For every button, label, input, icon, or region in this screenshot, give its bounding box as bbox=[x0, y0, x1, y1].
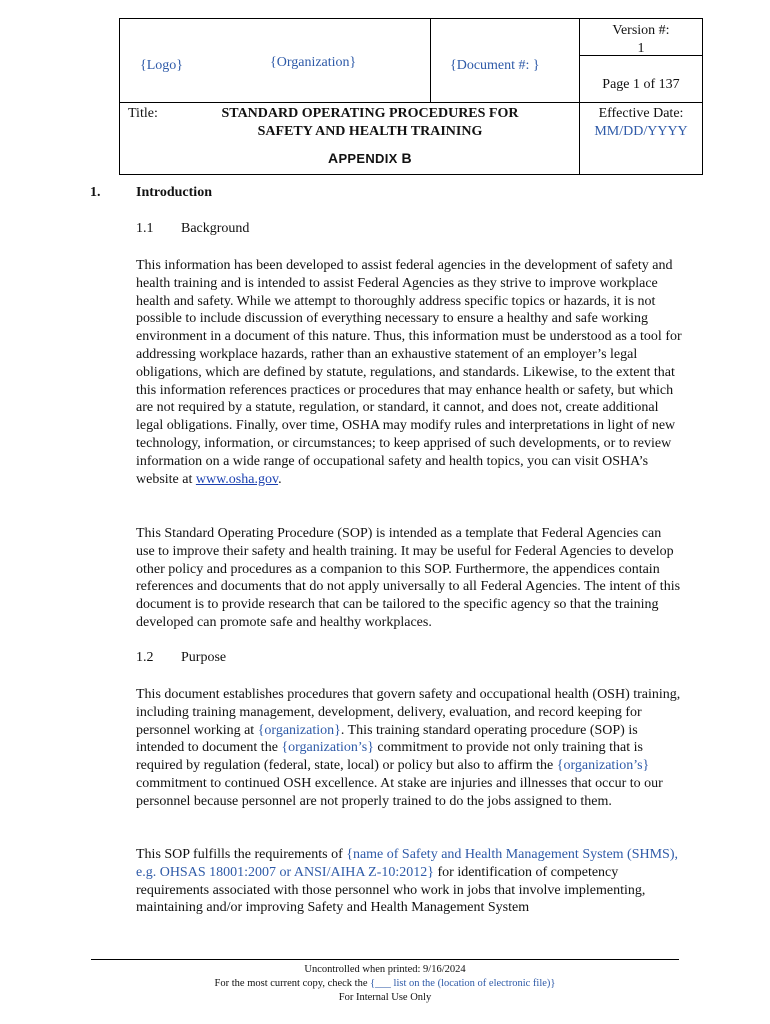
organization-placeholder: {organization’s} bbox=[281, 740, 374, 756]
organization-placeholder: {organization’s} bbox=[556, 758, 650, 774]
title-line-2: SAFETY AND HEALTH TRAINING bbox=[257, 124, 483, 139]
version-value: 1 bbox=[637, 41, 645, 56]
paragraph-text: commitment to continued OSH excellence. At stake are injuries and illnesses that occur to our personnel because personnel are not properly trained to do the jobs assigned to them. bbox=[136, 775, 663, 809]
paragraph-text: This information has been developed to assist federal agencies in the development of safety and health training and is intended to assist Federal Agencies as they strive to improve workplace health and safety. While we attempt to thoroughly address specific topics or hazards, it is not possible to include discussion of everything necessary to ensure a healthy and safe working environment in a document of this nature. Thus, this information must be understood as a tool for addressing workplace hazards, rather than an exhaustive statement of an employer’s legal obligations, which are defined by statute, regulations, and standards. Likewise, to the extent that this information references practices or procedures that may enhance health or safety, but which are not required by a statute, regulation, or standard, it cannot, and does not, create additional legal obligations. Finally, over time, OSHA may modify rules and interpretations in light of new technology, information, or circumstances; to keep apprised of such developments, or to review information on a wide range of occupational safety and health topics, you can visit OSHA’s website at bbox=[136, 258, 682, 487]
subsection-title: Purpose bbox=[181, 650, 227, 665]
footer-current-copy bbox=[91, 977, 679, 991]
appendix-word: PPENDIX bbox=[338, 151, 398, 166]
header-divider bbox=[430, 19, 431, 103]
paragraph-sop-template: This Standard Operating Procedure (SOP) is intended as a template that Federal Agencies can use to improve their safety and health training. It may be useful for Federal Agencies to develop other policy and procedures as a companion to this SOP. Furthermore, the appendices contain references and documents that do not apply universally to all Federal Agencies. The intent of this document is to provide research that can be tailored to the specific agency so that the training developed can promote safe and healthy workplaces. bbox=[136, 526, 681, 630]
paragraph-text: This SOP fulfills the requirements of bbox=[136, 847, 347, 862]
subsection-heading bbox=[136, 650, 227, 666]
header-divider bbox=[120, 102, 702, 103]
document-header-table bbox=[119, 18, 703, 175]
version-cell bbox=[580, 22, 702, 58]
paragraph-purpose bbox=[136, 686, 682, 811]
page-number bbox=[580, 76, 702, 94]
footer-rule bbox=[91, 959, 679, 960]
subsection-heading bbox=[136, 221, 250, 237]
paragraph-shms bbox=[136, 846, 682, 917]
osha-website-link[interactable]: www.osha.gov bbox=[195, 471, 279, 487]
document-title bbox=[200, 105, 540, 141]
logo-placeholder: {Logo} bbox=[140, 58, 183, 73]
paragraph-text: This document establishes procedures that govern safety and occupational health (OSH) training, including training management, development, delivery, evaluation, and record keeping for personnel working at bbox=[136, 687, 681, 738]
paragraph-end: . bbox=[278, 471, 282, 487]
effective-date-value: MM/DD/YYYY bbox=[594, 124, 688, 139]
section-number: 1. bbox=[90, 185, 101, 200]
footer-location-placeholder: {___ list on the (location of electronic file)} bbox=[370, 978, 556, 989]
document-number-placeholder: {Document #: } bbox=[450, 58, 540, 73]
paragraph-text: for identification of competency requirements associated with those personnel who work in jobs that involve implementing, maintaining and/or improving Safety and Health Management System bbox=[136, 864, 646, 916]
subsection-number: 1.2 bbox=[136, 650, 154, 665]
footer-printed-date: Uncontrolled when printed: 9/16/2024 bbox=[304, 964, 466, 975]
effective-date-label: Effective Date: bbox=[598, 106, 684, 121]
paragraph-text: commitment to provide not only training that is required by regulation (federal, state, local) or policy but also to affirm the bbox=[136, 740, 643, 774]
shms-placeholder: {name of Safety and Health Management System (SHMS), e.g. OHSAS 18001:2007 or ANSI/AIHA Z-10:2012} bbox=[136, 847, 678, 880]
subsection-title: Background bbox=[181, 221, 250, 236]
title-line-1: STANDARD OPERATING PROCEDURES FOR bbox=[221, 106, 519, 121]
footer-internal-use: For Internal Use Only bbox=[338, 992, 432, 1003]
organization-placeholder: {Organization} bbox=[270, 55, 357, 70]
organization-placeholder: {organization} bbox=[257, 722, 341, 738]
appendix-first-letter: A bbox=[328, 150, 339, 166]
appendix-letter: B bbox=[401, 150, 412, 166]
paragraph-text: . This training standard operating procedure (SOP) is intended to document the bbox=[136, 722, 638, 756]
version-label: Version #: bbox=[612, 23, 670, 38]
effective-date-cell bbox=[580, 105, 702, 141]
title-label: Title: bbox=[128, 106, 158, 121]
page-label: Page bbox=[602, 77, 634, 92]
subsection-number: 1.1 bbox=[136, 221, 154, 236]
paragraph-background bbox=[136, 257, 682, 488]
appendix-label bbox=[200, 149, 540, 168]
page-current: 1 bbox=[633, 77, 641, 92]
page-total: of 137 bbox=[640, 77, 680, 92]
section-title: Introduction bbox=[136, 185, 212, 200]
footer-text: For the most current copy, check the bbox=[214, 978, 371, 989]
